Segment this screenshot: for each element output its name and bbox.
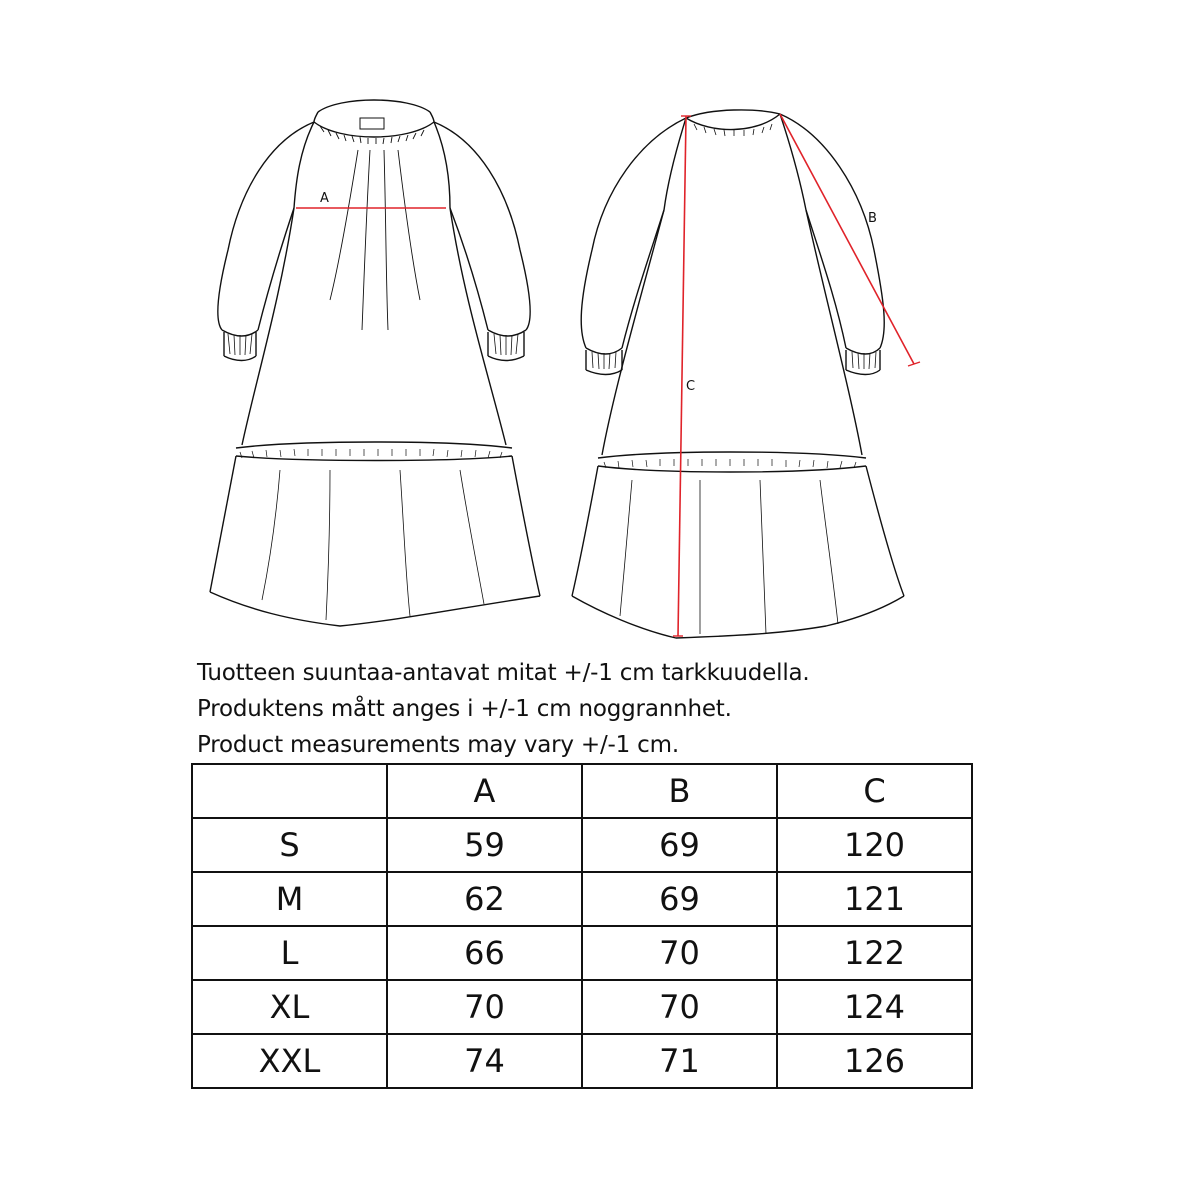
back-label-b: B bbox=[868, 211, 877, 226]
front-label-a: A bbox=[320, 191, 329, 206]
value-b-cell: 70 bbox=[582, 926, 777, 980]
size-cell: M bbox=[192, 872, 387, 926]
size-cell: XL bbox=[192, 980, 387, 1034]
value-a-cell: 62 bbox=[387, 872, 582, 926]
table-row bbox=[192, 818, 972, 872]
size-cell: XXL bbox=[192, 1034, 387, 1088]
value-c-cell: 124 bbox=[777, 980, 972, 1034]
header-size bbox=[192, 764, 387, 818]
value-a-cell: 66 bbox=[387, 926, 582, 980]
value-b-cell: 70 bbox=[582, 980, 777, 1034]
table-header-row bbox=[192, 764, 972, 818]
dress-back-drawing bbox=[572, 110, 920, 638]
size-cell: L bbox=[192, 926, 387, 980]
value-a-cell: 59 bbox=[387, 818, 582, 872]
value-a-cell: 74 bbox=[387, 1034, 582, 1088]
table-row bbox=[192, 926, 972, 980]
size-chart-table bbox=[191, 763, 973, 1089]
table-row bbox=[192, 872, 972, 926]
value-c-cell: 121 bbox=[777, 872, 972, 926]
value-a-cell: 70 bbox=[387, 980, 582, 1034]
note-swedish: Produktens mått anges i +/-1 cm noggrannhet. bbox=[197, 696, 732, 722]
back-label-c: C bbox=[686, 379, 696, 394]
table-row bbox=[192, 1034, 972, 1088]
value-b-cell: 69 bbox=[582, 818, 777, 872]
value-b-cell: 69 bbox=[582, 872, 777, 926]
note-finnish: Tuotteen suuntaa-antavat mitat +/-1 cm tarkkuudella. bbox=[197, 660, 810, 686]
dress-front-drawing bbox=[210, 100, 540, 626]
value-c-cell: 120 bbox=[777, 818, 972, 872]
value-b-cell: 71 bbox=[582, 1034, 777, 1088]
size-cell: S bbox=[192, 818, 387, 872]
value-c-cell: 122 bbox=[777, 926, 972, 980]
measurement-notes bbox=[197, 655, 997, 763]
note-english: Product measurements may vary +/-1 cm. bbox=[197, 732, 679, 758]
value-c-cell: 126 bbox=[777, 1034, 972, 1088]
header-b: B bbox=[582, 764, 777, 818]
table-row bbox=[192, 980, 972, 1034]
header-a: A bbox=[387, 764, 582, 818]
header-c: C bbox=[777, 764, 972, 818]
